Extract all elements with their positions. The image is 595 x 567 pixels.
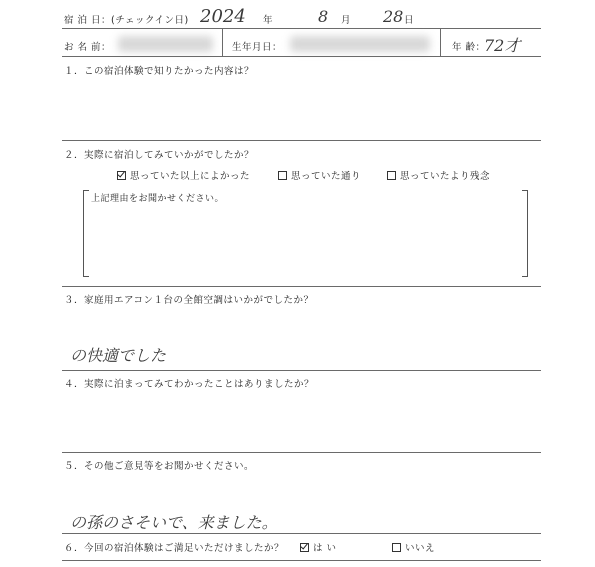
stay-month-value: 8 (318, 7, 329, 26)
reason-box-left-bracket (83, 190, 89, 277)
reason-box-right-bracket (522, 190, 528, 277)
q1-divider (62, 140, 541, 141)
q5-handwritten-answer: の孫のさそいで、来ました。 (70, 513, 278, 532)
q2-option-disappointing[interactable] (387, 168, 490, 182)
name-label: お 名 前： (64, 42, 112, 53)
redacted-name (118, 36, 213, 52)
q6-option-yes[interactable] (300, 540, 337, 554)
age-value: 72才 (484, 36, 521, 55)
question-3: ３．家庭用エアコン１台の全館空調はいかがでしたか？ (64, 295, 314, 306)
header-divider-vertical-1 (222, 29, 223, 56)
q2-option-as-expected[interactable] (278, 168, 361, 182)
reason-prompt: 上記理由をお聞かせください。 (91, 194, 225, 204)
q5-divider (62, 533, 541, 534)
checkbox-icon[interactable] (392, 543, 401, 552)
checkbox-icon[interactable] (387, 171, 396, 180)
q6-option-yes-label: は い (313, 543, 337, 554)
redacted-birthdate (290, 36, 430, 52)
stay-day-unit: 日 (404, 15, 415, 26)
stay-day-value: 28 (383, 7, 404, 26)
header-divider-bottom (62, 56, 541, 57)
q6-option-no-label: いいえ (405, 543, 436, 554)
question-2: ２．実際に宿泊してみていかがでしたか？ (64, 150, 255, 161)
q4-divider (62, 452, 541, 453)
header-divider-vertical-2 (440, 29, 441, 56)
age-label: 年 齢： (452, 42, 486, 53)
question-1: １．この宿泊体験で知りたかった内容は？ (64, 66, 255, 77)
form-bottom-line (62, 560, 541, 561)
q3-divider (62, 370, 541, 371)
stay-year-unit: 年 (263, 15, 274, 26)
q3-handwritten-answer: の快適でした (70, 346, 167, 365)
q2-option-better-label: 思っていた以上によかった (130, 171, 251, 182)
question-6: ６．今回の宿泊体験はご満足いただけましたか？ (64, 543, 285, 554)
q2-option-better[interactable] (117, 168, 250, 182)
birthdate-label: 生年月日： (232, 42, 283, 53)
q2-option-as-expected-label: 思っていた通り (291, 171, 362, 182)
checkbox-icon[interactable] (278, 171, 287, 180)
stay-year-value: 2024 (200, 6, 246, 27)
header-divider-top (62, 28, 541, 29)
stay-month-unit: 月 (341, 15, 352, 26)
checkbox-checked-icon[interactable] (117, 171, 126, 180)
checkbox-checked-icon[interactable] (300, 543, 309, 552)
question-5: ５．その他ご意見等をお聞かせください。 (64, 461, 255, 472)
q2-divider (62, 286, 541, 287)
question-4: ４．実際に泊まってみてわかったことはありましたか？ (64, 379, 315, 390)
stay-date-label: 宿 泊 日：(チェックイン日) (64, 15, 189, 26)
q6-option-no[interactable] (392, 540, 435, 554)
q2-option-disappointing-label: 思っていたより残念 (400, 171, 491, 182)
